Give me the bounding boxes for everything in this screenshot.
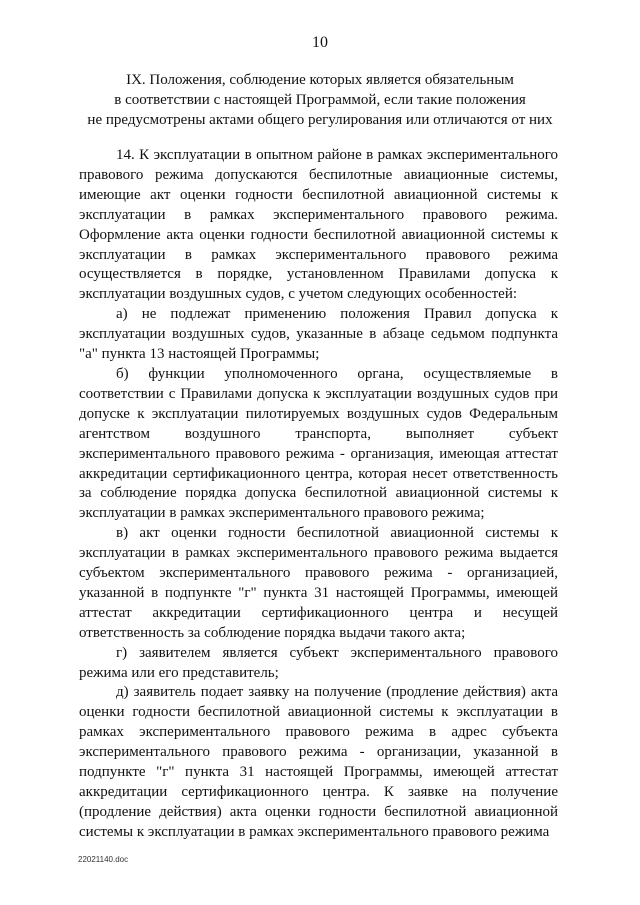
section-heading-line-3: не предусмотрены актами общего регулирования или отличаются от них — [87, 112, 553, 128]
subparagraph-a: а) не подлежат применению положения Правил допуска к эксплуатации воздушных судов, указанные в абзаце седьмом подпункта "а" пункта 13 настоящей Программы; — [79, 306, 558, 363]
footer-doc-id: 22021140.doc — [78, 855, 129, 864]
subparagraph-b: б) функции уполномоченного органа, осуществляемые в соответствии с Правилами допуска к эксплуатации воздушных судов при допуске к эксплуатации пилотируемых воздушных судов Федеральным агентством воздушного транспорта, выполняет субъект экспериментального правового режима - организация, имеющая аттестат аккредитации сертификационного центра, которая несет ответственность за соблюдение порядка допуска беспилотной авиационной системы к эксплуатации в рамках экспериментального правового режима; — [79, 365, 558, 522]
section-heading-line-1: IX. Положения, соблюдение которых является обязательным — [126, 72, 514, 88]
subparagraph-d: д) заявитель подает заявку на получение (продление действия) акта оценки годности беспилотной авиационной системы к эксплуатации в рамках экспериментального правового режима в адрес субъекта экспериментального правового режима - организации, указанной в подпункте "г" пункта 31 настоящей Программы, имеющей аттестат аккредитации сертификационного центра. К заявке на получение (продление действия) акта оценки годности беспилотной авиационной системы к эксплуатации в рамках экспериментального правового режима — [79, 684, 558, 840]
section-heading — [70, 70, 570, 130]
page-number: 10 — [312, 34, 328, 51]
subparagraph-g: г) заявителем является субъект экспериментального правового режима или его представитель; — [79, 644, 558, 681]
section-heading-line-2: в соответствии с настоящей Программой, если такие положения — [114, 92, 526, 108]
document-body — [79, 146, 558, 843]
paragraph-item-14: 14. К эксплуатации в опытном районе в рамках экспериментального правового режима допускаются беспилотные авиационные системы, имеющие акт оценки годности беспилотной авиационной системы к эксплуатации в рамках экспериментального правового режима. Оформление акта оценки годности беспилотной авиационной системы к эксплуатации в рамках экспериментального правового режима осуществляется в порядке, установленном Правилами допуска к эксплуатации воздушных судов, с учетом следующих особенностей: — [79, 147, 558, 303]
subparagraph-v: в) акт оценки годности беспилотной авиационной системы к эксплуатации в рамках экспериментального правового режима выдается субъектом экспериментального правового режима - организацией, указанной в подпункте "г" пункта 31 настоящей Программы, имеющей аттестат аккредитации сертификационного центра и несущей ответственность за соблюдение порядка выдачи такого акта; — [79, 525, 558, 641]
